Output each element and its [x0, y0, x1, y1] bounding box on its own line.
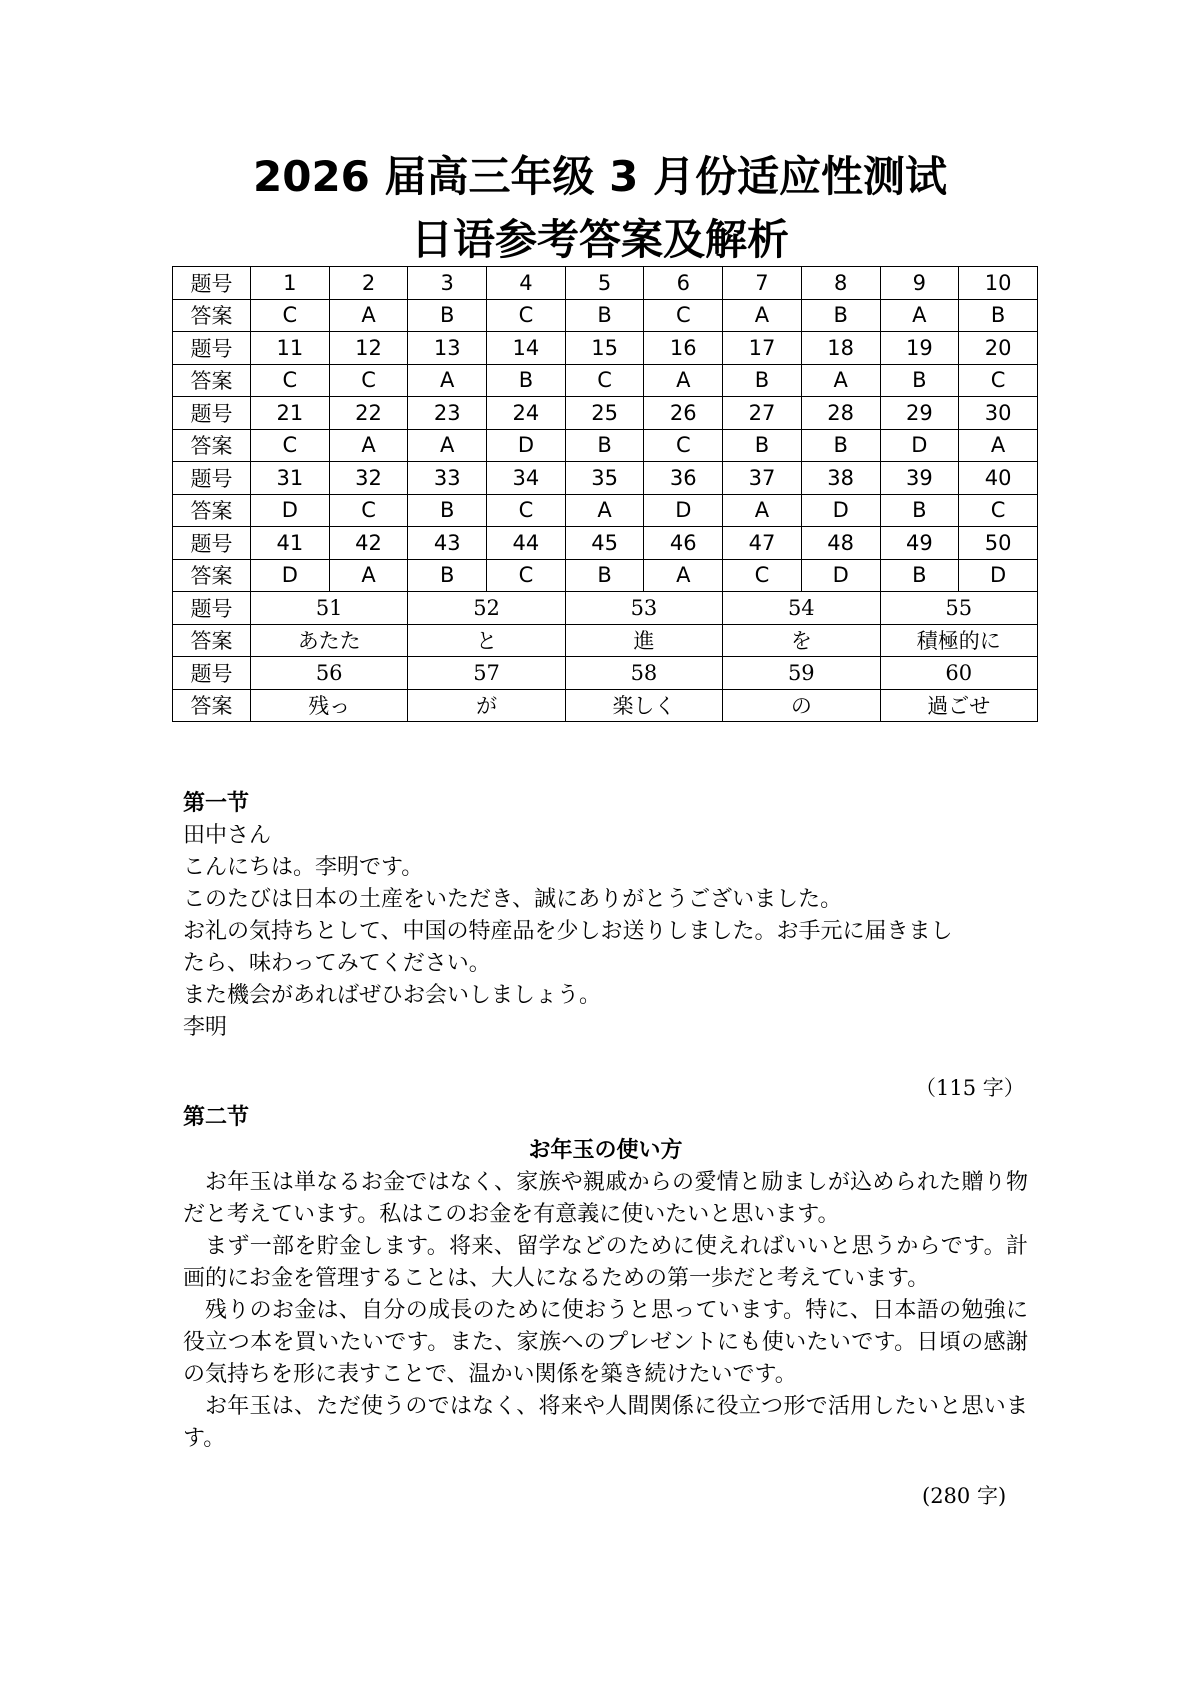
- number-row: [173, 397, 1038, 430]
- essay-body: [183, 1167, 1028, 1455]
- row-label: 题号: [173, 332, 251, 365]
- answer-cell: A: [801, 364, 880, 397]
- question-number-cell: 51: [251, 592, 408, 625]
- letter-line: 李明: [183, 1015, 228, 1040]
- question-number-cell: 14: [487, 332, 566, 365]
- row-label: 题号: [173, 657, 251, 690]
- number-row: [173, 527, 1038, 560]
- answer-row: [173, 364, 1038, 397]
- section-1: [183, 788, 1028, 1044]
- question-number-cell: 59: [723, 657, 880, 690]
- number-row: [173, 657, 1038, 690]
- answer-cell: C: [251, 299, 330, 332]
- row-label: 题号: [173, 267, 251, 300]
- row-label: 答案: [173, 299, 251, 332]
- answer-row: [173, 429, 1038, 462]
- answer-cell: 残っ: [251, 689, 408, 722]
- answer-cell: あたた: [251, 624, 408, 657]
- answer-table: [172, 266, 1038, 722]
- question-number-cell: 31: [251, 462, 330, 495]
- answer-cell: D: [251, 559, 330, 592]
- question-number-cell: 32: [329, 462, 408, 495]
- question-number-cell: 5: [565, 267, 644, 300]
- answer-cell: B: [408, 494, 487, 527]
- letter-line: 田中さん: [183, 823, 272, 848]
- question-number-cell: 3: [408, 267, 487, 300]
- question-number-cell: 27: [723, 397, 802, 430]
- question-number-cell: 24: [487, 397, 566, 430]
- question-number-cell: 11: [251, 332, 330, 365]
- row-label: 题号: [173, 592, 251, 625]
- answer-cell: A: [329, 429, 408, 462]
- question-number-cell: 25: [565, 397, 644, 430]
- answer-cell: C: [959, 494, 1038, 527]
- letter-body: [183, 820, 1028, 1044]
- essay-paragraph: 残りのお金は、自分の成長のために使おうと思っています。特に、日本語の勉強に役立つ本を買いたいです。また、家族へのプレゼントにも使いたいです。日頃の感謝の気持ちを形に表すことで、温かい関係を築き続けたいです。: [183, 1298, 1028, 1387]
- question-number-cell: 8: [801, 267, 880, 300]
- answer-cell: A: [644, 559, 723, 592]
- answer-cell: B: [801, 429, 880, 462]
- section-1-char-count: （115 字）: [915, 1076, 1025, 1100]
- question-number-cell: 37: [723, 462, 802, 495]
- letter-line: たら、味わってみてください。: [183, 951, 491, 976]
- answer-cell: A: [723, 299, 802, 332]
- answer-cell: C: [329, 364, 408, 397]
- question-number-cell: 33: [408, 462, 487, 495]
- answer-cell: B: [487, 364, 566, 397]
- letter-line: お礼の気持ちとして、中国の特産品を少しお送りしました。お手元に届きまし: [183, 919, 953, 944]
- question-number-cell: 38: [801, 462, 880, 495]
- number-row: [173, 267, 1038, 300]
- answer-cell: C: [487, 494, 566, 527]
- question-number-cell: 12: [329, 332, 408, 365]
- answer-cell: D: [251, 494, 330, 527]
- page-title: 2026 届高三年级 3 月份适应性测试: [253, 152, 947, 201]
- section-1-heading: 第一节: [183, 791, 250, 816]
- question-number-cell: 49: [880, 527, 959, 560]
- answer-cell: A: [565, 494, 644, 527]
- question-number-cell: 47: [723, 527, 802, 560]
- question-number-cell: 6: [644, 267, 723, 300]
- answer-cell: B: [959, 299, 1038, 332]
- answer-cell: B: [408, 559, 487, 592]
- answer-cell: 過ごせ: [880, 689, 1038, 722]
- question-number-cell: 35: [565, 462, 644, 495]
- essay-paragraph: まず一部を貯金します。将来、留学などのために使えればいいと思うからです。計画的にお金を管理することは、大人になるための第一歩だと考えています。: [183, 1234, 1028, 1291]
- row-label: 答案: [173, 429, 251, 462]
- question-number-cell: 52: [408, 592, 565, 625]
- page-subtitle: 日语参考答案及解析: [410, 215, 789, 264]
- row-label: 答案: [173, 689, 251, 722]
- question-number-cell: 60: [880, 657, 1038, 690]
- answer-cell: の: [723, 689, 880, 722]
- question-number-cell: 17: [723, 332, 802, 365]
- answer-cell: C: [723, 559, 802, 592]
- answer-row: [173, 494, 1038, 527]
- answer-cell: B: [408, 299, 487, 332]
- question-number-cell: 18: [801, 332, 880, 365]
- row-label: 题号: [173, 397, 251, 430]
- question-number-cell: 55: [880, 592, 1038, 625]
- question-number-cell: 39: [880, 462, 959, 495]
- answer-cell: C: [487, 299, 566, 332]
- answer-cell: A: [408, 429, 487, 462]
- answer-cell: D: [880, 429, 959, 462]
- essay-paragraph: お年玉は、ただ使うのではなく、将来や人間関係に役立つ形で活用したいと思います。: [183, 1394, 1028, 1451]
- question-number-cell: 53: [565, 592, 722, 625]
- number-row: [173, 592, 1038, 625]
- answer-cell: D: [959, 559, 1038, 592]
- question-number-cell: 10: [959, 267, 1038, 300]
- section-2-char-count: (280 字): [922, 1484, 1007, 1508]
- answer-cell: B: [565, 299, 644, 332]
- section-2-heading: 第二节: [183, 1105, 250, 1130]
- question-number-cell: 57: [408, 657, 565, 690]
- answer-cell: C: [959, 364, 1038, 397]
- question-number-cell: 48: [801, 527, 880, 560]
- answer-cell: A: [408, 364, 487, 397]
- question-number-cell: 41: [251, 527, 330, 560]
- row-label: 答案: [173, 624, 251, 657]
- letter-line: このたびは日本の土産をいただき、誠にありがとうございました。: [183, 887, 843, 912]
- answer-cell: B: [880, 494, 959, 527]
- answer-cell: C: [251, 364, 330, 397]
- question-number-cell: 36: [644, 462, 723, 495]
- answer-cell: が: [408, 689, 565, 722]
- question-number-cell: 42: [329, 527, 408, 560]
- answer-row: [173, 689, 1038, 722]
- answer-cell: を: [723, 624, 880, 657]
- question-number-cell: 7: [723, 267, 802, 300]
- essay-title: お年玉の使い方: [528, 1138, 683, 1163]
- answer-cell: C: [644, 299, 723, 332]
- question-number-cell: 28: [801, 397, 880, 430]
- answer-cell: 積極的に: [880, 624, 1038, 657]
- question-number-cell: 22: [329, 397, 408, 430]
- row-label: 题号: [173, 527, 251, 560]
- answer-cell: 楽しく: [565, 689, 722, 722]
- answer-row: [173, 299, 1038, 332]
- question-number-cell: 29: [880, 397, 959, 430]
- answer-cell: と: [408, 624, 565, 657]
- row-label: 答案: [173, 364, 251, 397]
- answer-cell: 進: [565, 624, 722, 657]
- answer-cell: C: [565, 364, 644, 397]
- answer-cell: D: [801, 559, 880, 592]
- answer-row: [173, 624, 1038, 657]
- question-number-cell: 30: [959, 397, 1038, 430]
- question-number-cell: 26: [644, 397, 723, 430]
- question-number-cell: 15: [565, 332, 644, 365]
- answer-cell: A: [329, 559, 408, 592]
- question-number-cell: 45: [565, 527, 644, 560]
- number-row: [173, 332, 1038, 365]
- answer-cell: B: [723, 364, 802, 397]
- row-label: 答案: [173, 559, 251, 592]
- question-number-cell: 9: [880, 267, 959, 300]
- essay-paragraph: お年玉は単なるお金ではなく、家族や親戚からの愛情と励ましが込められた贈り物だと考えています。私はこのお金を有意義に使いたいと思います。: [183, 1170, 1028, 1227]
- question-number-cell: 2: [329, 267, 408, 300]
- question-number-cell: 16: [644, 332, 723, 365]
- question-number-cell: 19: [880, 332, 959, 365]
- question-number-cell: 40: [959, 462, 1038, 495]
- answer-cell: C: [251, 429, 330, 462]
- answer-cell: D: [644, 494, 723, 527]
- question-number-cell: 43: [408, 527, 487, 560]
- row-label: 答案: [173, 494, 251, 527]
- number-row: [173, 462, 1038, 495]
- question-number-cell: 13: [408, 332, 487, 365]
- answer-cell: B: [880, 364, 959, 397]
- answer-cell: A: [723, 494, 802, 527]
- answer-cell: D: [801, 494, 880, 527]
- question-number-cell: 56: [251, 657, 408, 690]
- answer-cell: A: [644, 364, 723, 397]
- question-number-cell: 1: [251, 267, 330, 300]
- question-number-cell: 20: [959, 332, 1038, 365]
- question-number-cell: 54: [723, 592, 880, 625]
- answer-cell: B: [565, 559, 644, 592]
- question-number-cell: 46: [644, 527, 723, 560]
- letter-line: こんにちは。李明です。: [183, 855, 424, 880]
- question-number-cell: 44: [487, 527, 566, 560]
- question-number-cell: 34: [487, 462, 566, 495]
- answer-cell: B: [880, 559, 959, 592]
- question-number-cell: 21: [251, 397, 330, 430]
- question-number-cell: 58: [565, 657, 722, 690]
- answer-cell: A: [329, 299, 408, 332]
- answer-cell: B: [565, 429, 644, 462]
- question-number-cell: 23: [408, 397, 487, 430]
- answer-cell: B: [801, 299, 880, 332]
- section-2: [183, 1102, 1028, 1455]
- answer-cell: C: [487, 559, 566, 592]
- answer-cell: A: [959, 429, 1038, 462]
- answer-cell: B: [723, 429, 802, 462]
- question-number-cell: 50: [959, 527, 1038, 560]
- answer-cell: D: [487, 429, 566, 462]
- letter-line: また機会があればぜひお会いしましょう。: [183, 983, 602, 1008]
- answer-cell: C: [644, 429, 723, 462]
- answer-cell: A: [880, 299, 959, 332]
- question-number-cell: 4: [487, 267, 566, 300]
- row-label: 题号: [173, 462, 251, 495]
- answer-row: [173, 559, 1038, 592]
- answer-cell: C: [329, 494, 408, 527]
